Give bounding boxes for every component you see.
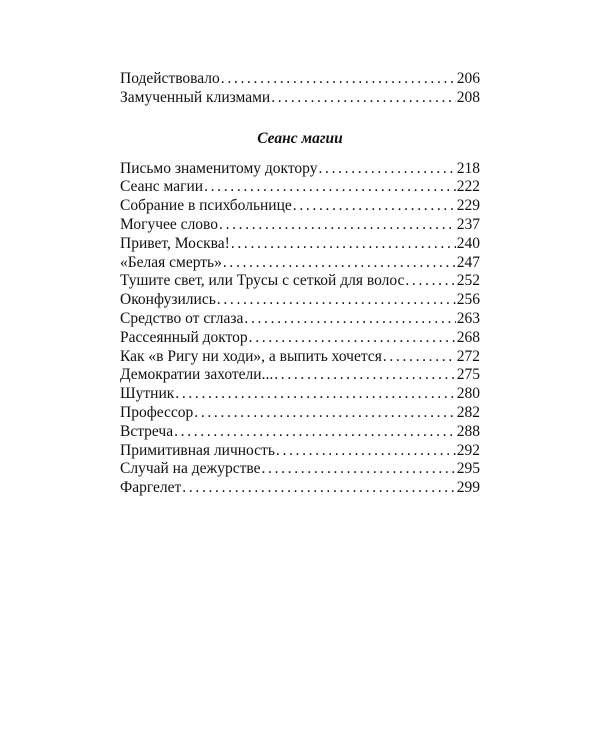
toc-entry bbox=[120, 442, 480, 461]
toc-group-main bbox=[120, 160, 480, 498]
toc-entry-page: 206 bbox=[456, 70, 480, 87]
toc-entry-title: Оконфузились bbox=[120, 291, 216, 309]
toc-entry-page: 263 bbox=[456, 309, 480, 327]
section-heading: Сеанс магии bbox=[257, 129, 343, 147]
table-of-contents bbox=[120, 70, 480, 498]
toc-entry bbox=[120, 329, 480, 348]
toc-entry bbox=[120, 291, 480, 310]
toc-entry bbox=[120, 348, 480, 367]
toc-entry bbox=[120, 235, 480, 254]
toc-entry-page: 247 bbox=[456, 253, 480, 271]
toc-entry bbox=[120, 254, 480, 273]
toc-entry-page: 272 bbox=[456, 347, 480, 365]
toc-entry bbox=[120, 479, 480, 498]
toc-entry-title: Рассеянный доктор bbox=[120, 328, 248, 346]
toc-entry-page: 256 bbox=[456, 291, 480, 309]
toc-entry-title: Сеанс магии bbox=[120, 178, 204, 196]
toc-leader-dots bbox=[217, 291, 456, 310]
toc-leader-dots bbox=[182, 479, 455, 498]
toc-entry-title: Замученный клизмами bbox=[120, 88, 271, 106]
toc-entry-page: 208 bbox=[456, 88, 480, 106]
toc-leader-dots bbox=[274, 366, 456, 385]
toc-entry bbox=[120, 70, 480, 89]
toc-entry bbox=[120, 272, 480, 291]
toc-entry-title: Как «в Ригу ни ходи», а выпить хочется bbox=[120, 347, 382, 365]
toc-leader-dots bbox=[293, 197, 456, 216]
toc-leader-dots bbox=[174, 423, 456, 442]
toc-entry-title: Демократии захотели... bbox=[120, 366, 274, 384]
toc-entry-title: Могучее слово bbox=[120, 215, 219, 233]
toc-leader-dots bbox=[231, 235, 456, 254]
toc-leader-dots bbox=[219, 216, 456, 235]
toc-entry-title: Фаргелет bbox=[120, 479, 182, 497]
toc-entry-title: Примитивная личность bbox=[120, 441, 275, 459]
toc-entry-page: 240 bbox=[456, 234, 480, 252]
toc-leader-dots bbox=[276, 442, 456, 461]
toc-group-top bbox=[120, 70, 480, 108]
toc-entry bbox=[120, 160, 480, 179]
toc-leader-dots bbox=[249, 329, 456, 348]
toc-entry-title: Профессор bbox=[120, 403, 194, 421]
toc-entry-title: «Белая смерть» bbox=[120, 253, 222, 271]
toc-entry-page: 237 bbox=[456, 215, 480, 233]
toc-entry-page: 292 bbox=[456, 441, 480, 459]
toc-entry-title: Привет, Москва! bbox=[120, 234, 230, 252]
toc-entry-page: 299 bbox=[456, 479, 480, 497]
toc-entry-page: 295 bbox=[456, 460, 480, 478]
toc-entry-title: Тушите свет, или Трусы с сеткой для волос bbox=[120, 272, 405, 290]
toc-entry-page: 222 bbox=[456, 178, 480, 196]
toc-entry bbox=[120, 366, 480, 385]
toc-entry-page: 280 bbox=[456, 385, 480, 403]
toc-entry bbox=[120, 216, 480, 235]
toc-leader-dots bbox=[318, 160, 455, 179]
toc-entry-page: 268 bbox=[456, 328, 480, 346]
toc-entry bbox=[120, 178, 480, 197]
toc-entry-page: 275 bbox=[456, 366, 480, 384]
toc-entry-page: 252 bbox=[456, 272, 480, 290]
toc-leader-dots bbox=[261, 460, 455, 479]
toc-entry-page: 288 bbox=[456, 422, 480, 440]
toc-entry-page: 229 bbox=[456, 197, 480, 215]
toc-entry bbox=[120, 89, 480, 108]
toc-entry-title: Подействовало bbox=[120, 70, 220, 87]
toc-leader-dots bbox=[405, 272, 455, 291]
toc-leader-dots bbox=[221, 70, 456, 89]
toc-leader-dots bbox=[383, 348, 456, 367]
toc-entry-page: 218 bbox=[456, 159, 480, 177]
toc-entry bbox=[120, 310, 480, 329]
toc-entry-title: Случай на дежурстве bbox=[120, 460, 261, 478]
toc-leader-dots bbox=[175, 385, 455, 404]
toc-leader-dots bbox=[223, 254, 456, 273]
toc-entry-title: Собрание в психбольнице bbox=[120, 197, 292, 215]
toc-entry bbox=[120, 404, 480, 423]
toc-entry bbox=[120, 385, 480, 404]
toc-entry bbox=[120, 460, 480, 479]
toc-entry-title: Встреча bbox=[120, 422, 174, 440]
toc-leader-dots bbox=[271, 89, 456, 108]
toc-entry-title: Письмо знаменитому доктору bbox=[120, 159, 318, 177]
toc-entry-title: Средство от сглаза bbox=[120, 309, 244, 327]
toc-leader-dots bbox=[194, 404, 455, 423]
toc-entry bbox=[120, 423, 480, 442]
toc-leader-dots bbox=[244, 310, 455, 329]
toc-leader-dots bbox=[204, 178, 456, 197]
toc-entry bbox=[120, 197, 480, 216]
toc-entry-page: 282 bbox=[456, 403, 480, 421]
toc-entry-title: Шутник bbox=[120, 385, 175, 403]
